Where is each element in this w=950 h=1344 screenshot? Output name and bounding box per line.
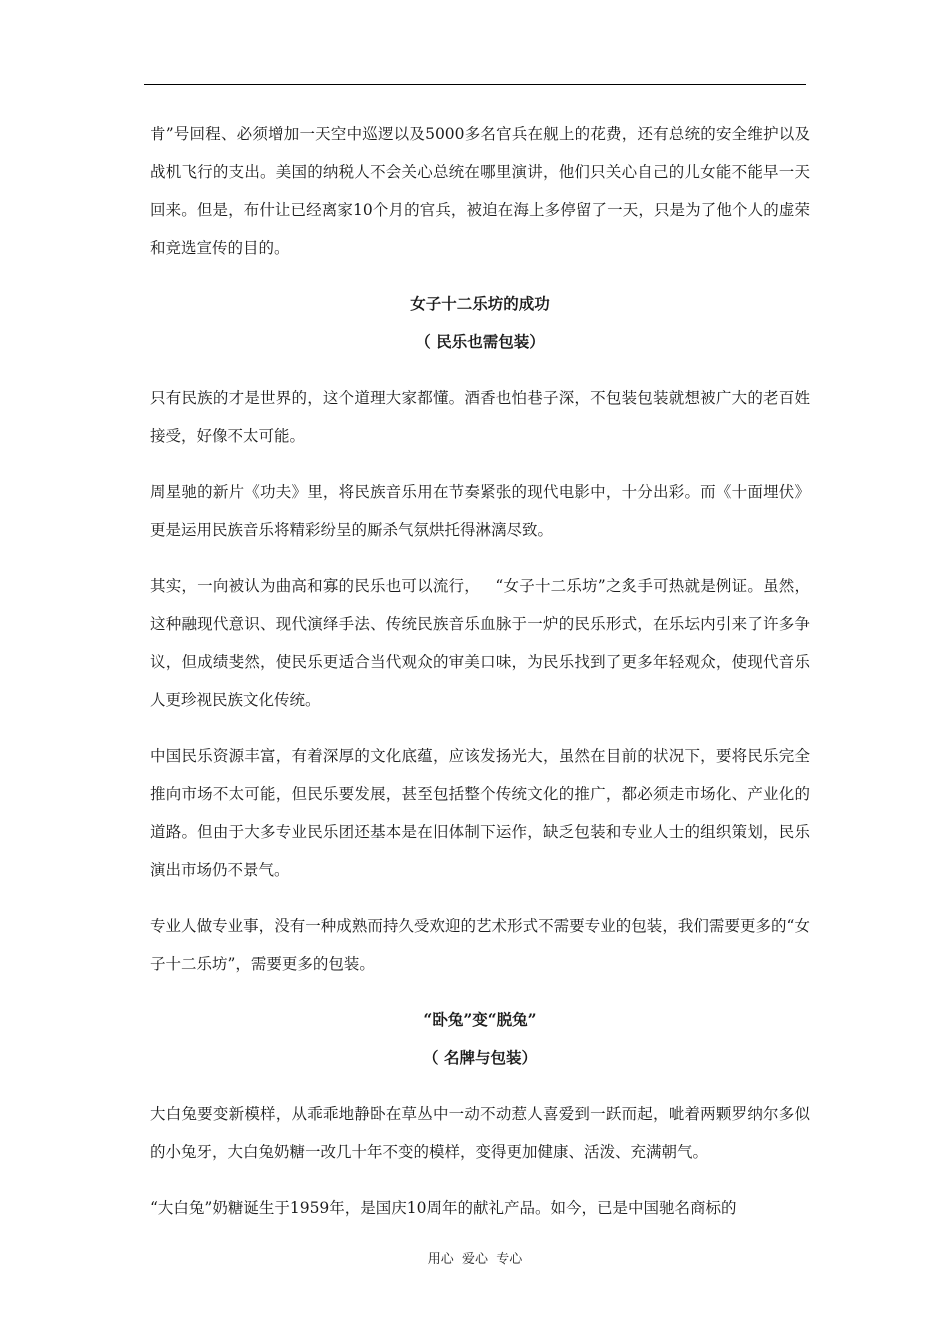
spacer	[150, 1077, 810, 1095]
paragraph-7: 大白兔要变新模样，从乖乖地静卧在草丛中一动不动惹人喜爱到一跃而起，呲着两颗罗纳尔多似的小兔牙，大白兔奶糖一改几十年不变的模样，变得更加健康、活泼、充满朝气。	[150, 1105, 810, 1161]
spacer	[150, 549, 810, 567]
paragraph-1: 肯”号回程、必须增加一天空中巡逻以及5000多名官兵在舰上的花费，还有总统的安全维护以及战机飞行的支出。美国的纳税人不会关心总统在哪里演讲，他们只关心自己的儿女能不能早一天回来。但是，布什让已经离家10个月的官兵，被迫在海上多停留了一天，只是为了他个人的虚荣和竞选宣传的目的。	[150, 125, 810, 257]
spacer	[150, 719, 810, 737]
section-2-title: “卧兔”变“脱兔”	[423, 1010, 537, 1029]
spacer	[150, 889, 810, 907]
paragraph-8: “大白兔”奶糖诞生于1959年，是国庆10周年的献礼产品。如今，已是中国驰名商标的	[150, 1199, 737, 1217]
section-1-title: 女子十二乐坊的成功	[410, 294, 550, 313]
section-2-subtitle: （ 名牌与包装）	[423, 1048, 537, 1067]
paragraph-3: 周星驰的新片《功夫》里，将民族音乐用在节奏紧张的现代电影中，十分出彩。而《十面埋伏》更是运用民族音乐将精彩纷呈的厮杀气氛烘托得淋漓尽致。	[150, 483, 810, 539]
section-1-subtitle: （ 民乐也需包装）	[415, 332, 545, 351]
header-rule	[144, 84, 806, 85]
document-body	[150, 115, 810, 1227]
spacer	[150, 267, 810, 285]
spacer	[150, 361, 810, 379]
paragraph-2: 只有民族的才是世界的，这个道理大家都懂。酒香也怕巷子深，不包装包装就想被广大的老百姓接受，好像不太可能。	[150, 389, 810, 445]
page-footer: 用心 爱心 专心	[427, 1252, 523, 1267]
paragraph-4: 其实，一向被认为曲高和寡的民乐也可以流行， “女子十二乐坊”之炙手可热就是例证。虽然，这种融现代意识、现代演绎手法、传统民族音乐血脉于一炉的民乐形式，在乐坛内引来了许多争议，但成绩斐然，使民乐更适合当代观众的审美口味，为民乐找到了更多年轻观众，使现代音乐人更珍视民族文化传统。	[150, 577, 810, 709]
spacer	[150, 455, 810, 473]
paragraph-6: 专业人做专业事，没有一种成熟而持久受欢迎的艺术形式不需要专业的包装，我们需要更多的“女子十二乐坊”，需要更多的包装。	[150, 917, 810, 973]
spacer	[150, 983, 810, 1001]
spacer	[150, 1171, 810, 1189]
paragraph-5: 中国民乐资源丰富，有着深厚的文化底蕴，应该发扬光大，虽然在目前的状况下，要将民乐完全推向市场不太可能，但民乐要发展，甚至包括整个传统文化的推广，都必须走市场化、产业化的道路。但由于大多专业民乐团还基本是在旧体制下运作，缺乏包装和专业人士的组织策划，民乐演出市场仍不景气。	[150, 747, 810, 879]
